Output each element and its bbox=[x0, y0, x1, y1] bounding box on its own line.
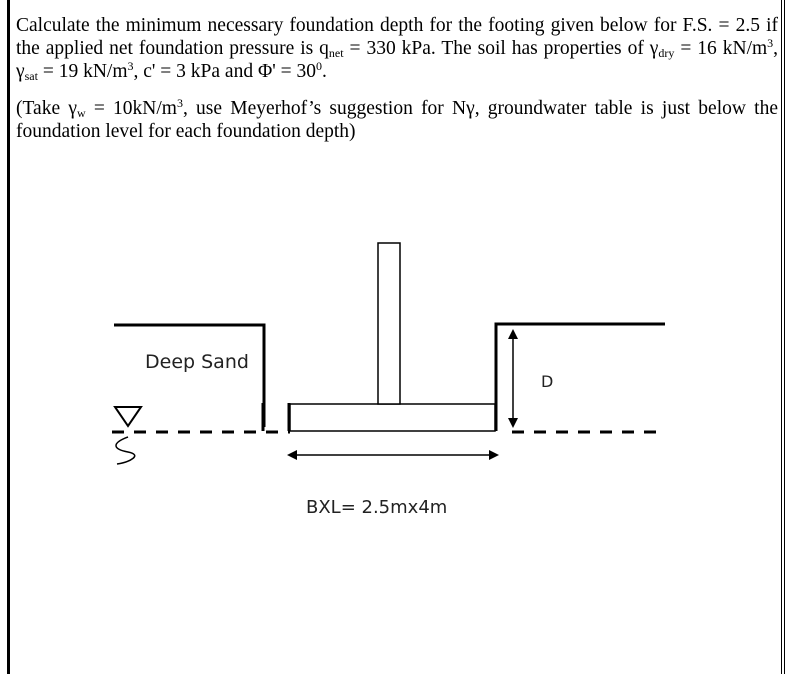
problem-text: . bbox=[321, 61, 327, 82]
depth-label: D bbox=[541, 372, 554, 391]
superscript: 3 bbox=[176, 96, 183, 110]
problem-text: = 16 bbox=[674, 38, 717, 59]
notes-text: , use Meyerhof’s suggestion for Nγ, groundwater table is just below the foundation level for each foundation depth) bbox=[16, 98, 778, 142]
problem-text: if the applied net foundation pressure is q bbox=[16, 15, 778, 59]
superscript: 3 bbox=[127, 59, 134, 73]
footing-dimension-label: BXL= 2.5mx4m bbox=[306, 497, 448, 518]
footing-base bbox=[290, 404, 495, 431]
ground-line-right bbox=[496, 324, 665, 431]
notes-text: = 10kN/m bbox=[85, 98, 177, 119]
problem-text: = 330 kPa. The soil has properties of γ bbox=[343, 38, 659, 59]
subscript: net bbox=[328, 46, 344, 60]
problem-text: = 19 kN/m bbox=[37, 61, 128, 82]
soil-label: Deep Sand bbox=[145, 351, 249, 373]
footing-column bbox=[378, 243, 400, 404]
problem-text: kN/m bbox=[722, 38, 768, 59]
problem-text: , γ bbox=[16, 38, 779, 82]
problem-line-1: Calculate the minimum necessary foundation depth for the footing given below for F.S. = 2.5 bbox=[16, 15, 760, 36]
subscript: sat bbox=[24, 69, 38, 83]
subscript: dry bbox=[658, 46, 675, 60]
water-table-icon bbox=[115, 407, 141, 464]
notes-text: (Take γ bbox=[16, 98, 77, 119]
subscript: w bbox=[76, 106, 86, 120]
problem-text: , c' = 3 kPa and Φ' = 30 bbox=[133, 61, 316, 82]
superscript: 0 bbox=[315, 59, 322, 73]
superscript: 3 bbox=[767, 36, 774, 50]
